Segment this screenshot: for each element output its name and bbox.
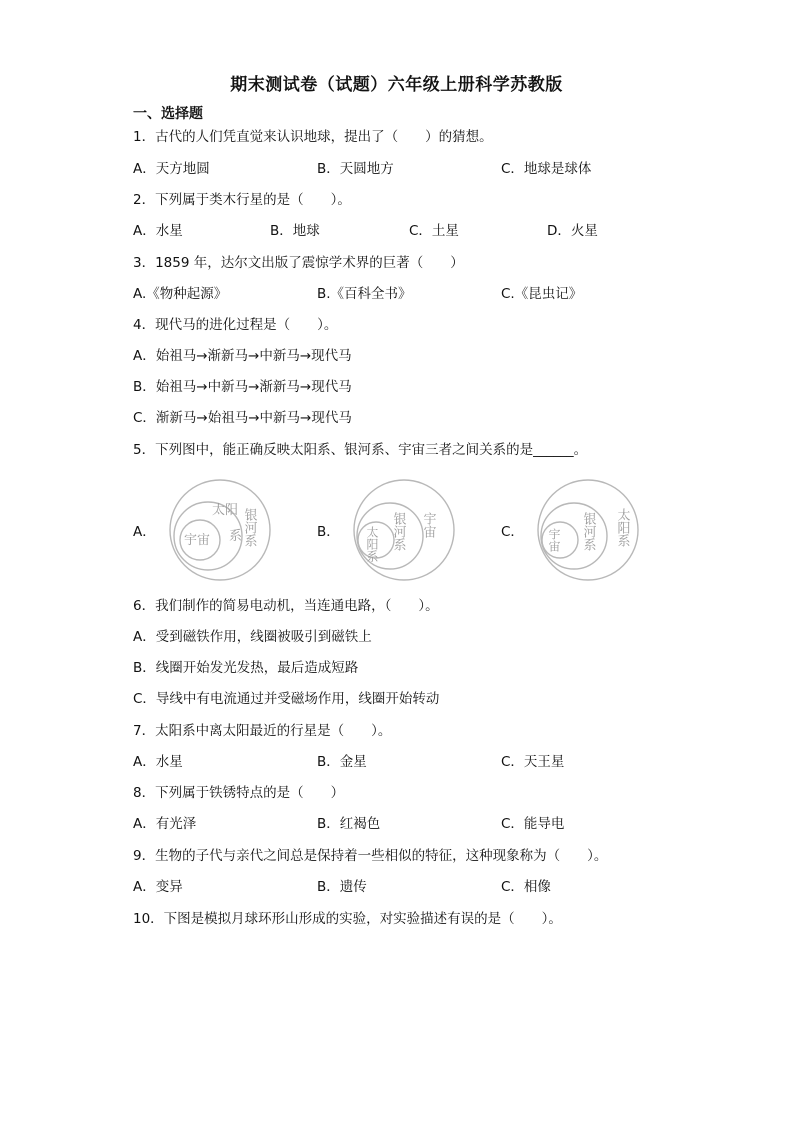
section-heading: 一、选择题 [133, 106, 203, 122]
label-yinhexi: 银河系 [390, 512, 406, 551]
option-c[interactable]: C．相像 [501, 879, 551, 895]
question-6-stem: 6．我们制作的简易电动机，当连通电路，（ ）。 [133, 598, 439, 614]
option-a[interactable]: A．天方地圆 [133, 161, 210, 177]
question-4-stem: 4．现代马的进化过程是（ ）。 [133, 317, 338, 333]
option-c[interactable]: C． [501, 524, 524, 540]
option-c[interactable]: C．渐新马→始祖马→中新马→现代马 [133, 410, 352, 426]
option-d[interactable]: D．火星 [547, 223, 598, 239]
option-b[interactable]: B．红褐色 [317, 816, 381, 832]
diagram-a [164, 478, 276, 582]
option-a[interactable]: A． [133, 524, 156, 540]
option-b[interactable]: B．始祖马→中新马→渐新马→现代马 [133, 379, 352, 395]
option-b[interactable]: B.《百科全书》 [317, 286, 412, 302]
label-taiyangxi: 太阳系 [365, 526, 379, 562]
option-b[interactable]: B． [317, 524, 340, 540]
question-8-stem: 8．下列属于铁锈特点的是（ ） [133, 785, 345, 801]
question-2-stem: 2．下列属于类木行星的是（ ）。 [133, 192, 351, 208]
page-title: 期末测试卷（试题）六年级上册科学苏教版 [230, 75, 563, 95]
option-a[interactable]: A．水星 [133, 754, 183, 770]
label-xi: 系 [229, 529, 243, 544]
option-a[interactable]: A．有光泽 [133, 816, 197, 832]
label-yuzhou: 宇宙 [184, 533, 211, 548]
option-b[interactable]: B．天圆地方 [317, 161, 394, 177]
question-10-stem: 10．下图是模拟月球环形山形成的实验，对实验描述有误的是（ ）。 [133, 911, 562, 927]
label-yuzhou: 宇宙 [547, 528, 561, 552]
option-a[interactable]: A.《物种起源》 [133, 286, 228, 302]
option-a[interactable]: A．水星 [133, 223, 183, 239]
option-b[interactable]: B．地球 [270, 223, 320, 239]
label-yuzhou: 宇宙 [420, 512, 436, 538]
option-a[interactable]: A．变异 [133, 879, 183, 895]
option-c[interactable]: C.《昆虫记》 [501, 286, 583, 302]
option-b[interactable]: B．遗传 [317, 879, 367, 895]
question-9-stem: 9．生物的子代与亲代之间总是保持着一些相似的特征，这种现象称为（ ）。 [133, 848, 608, 864]
option-b[interactable]: B．线圈开始发光发热，最后造成短路 [133, 660, 359, 676]
label-yinhexi: 银河系 [241, 508, 257, 547]
question-1-stem: 1．古代的人们凭直觉来认识地球，提出了（ ）的猜想。 [133, 129, 493, 145]
question-5-figures [0, 478, 793, 582]
option-a[interactable]: A．始祖马→渐新马→中新马→现代马 [133, 348, 352, 364]
label-taiyang: 太阳 [212, 503, 239, 518]
option-a[interactable]: A．受到磁铁作用，线圈被吸引到磁铁上 [133, 629, 372, 645]
option-c[interactable]: C．地球是球体 [501, 161, 592, 177]
label-taiyangxi: 太阳系 [614, 508, 630, 547]
question-5-stem: 5．下列图中，能正确反映太阳系、银河系、宇宙三者之间关系的是______。 [133, 442, 588, 458]
option-b[interactable]: B．金星 [317, 754, 367, 770]
label-yinhexi: 银河系 [580, 512, 596, 551]
option-c[interactable]: C．土星 [409, 223, 459, 239]
option-c[interactable]: C．天王星 [501, 754, 565, 770]
question-3-stem: 3．1859 年，达尔文出版了震惊学术界的巨著（ ） [133, 255, 464, 271]
diagram-c [532, 478, 644, 582]
question-7-stem: 7．太阳系中离太阳最近的行星是（ ）。 [133, 723, 392, 739]
option-c[interactable]: C．能导电 [501, 816, 565, 832]
diagram-b [348, 478, 460, 582]
option-c[interactable]: C．导线中有电流通过并受磁场作用，线圈开始转动 [133, 691, 440, 707]
